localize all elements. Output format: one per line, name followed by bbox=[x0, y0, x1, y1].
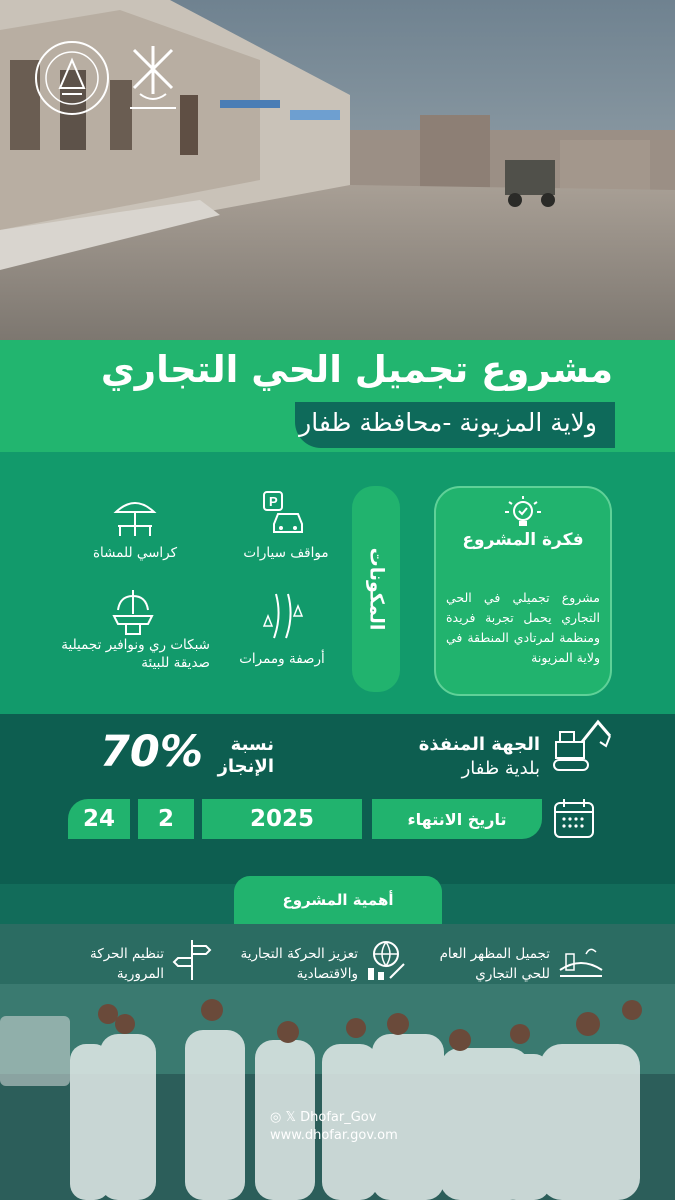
component-sidewalks: أرصفة وممرات bbox=[239, 651, 325, 667]
end-date-day: 24 bbox=[68, 799, 130, 839]
parking-car-icon bbox=[262, 490, 308, 536]
project-idea-text: مشروع تجميلي في الحي التجاري يحمل تجربة فريدة ومنظمة لمرتادي المنطقة في ولاية المزيونة bbox=[446, 590, 600, 665]
importance-item-appearance: تجميل المظهر العام للحي التجاري bbox=[439, 946, 550, 982]
importance-item-traffic: تنظيم الحركة المرورية bbox=[90, 946, 164, 982]
components-label-wrap bbox=[352, 486, 400, 692]
social-handle-row[interactable] bbox=[270, 1110, 376, 1125]
progress-label: نسبة الإنجاز bbox=[217, 734, 274, 777]
executor-value: بلدية ظفار bbox=[461, 758, 540, 779]
end-date-year: 2025 bbox=[202, 799, 362, 839]
importance-title: أهمية المشروع bbox=[282, 891, 394, 909]
executor-label: الجهة المنفذة bbox=[418, 734, 540, 755]
svg-text:P: P bbox=[269, 494, 278, 509]
component-benches: كراسي للمشاة bbox=[92, 545, 178, 561]
component-irrigation: شبكات ري ونوافير تجميلية صديقة للبيئة bbox=[61, 637, 210, 671]
end-date-month: 2 bbox=[138, 799, 194, 839]
component-parking: مواقف سيارات bbox=[243, 545, 329, 561]
municipality-seal-logo bbox=[32, 38, 112, 118]
road-trees-icon bbox=[262, 592, 304, 640]
bench-umbrella-icon bbox=[110, 494, 160, 538]
social-handle: Dhofar_Gov bbox=[300, 1110, 377, 1125]
website-link[interactable]: www.dhofar.gov.om bbox=[270, 1128, 398, 1143]
x-icon: 𝕏 bbox=[285, 1110, 296, 1125]
globe-growth-icon bbox=[364, 938, 408, 982]
page-subtitle: ولاية المزيونة -محافظة ظفار bbox=[299, 408, 597, 437]
lightbulb-icon bbox=[503, 494, 543, 530]
calendar-icon bbox=[552, 796, 596, 840]
direction-sign-icon bbox=[172, 938, 212, 982]
landscape-icon bbox=[556, 940, 606, 982]
progress-value: 70% bbox=[100, 727, 203, 777]
project-idea-title: فكرة المشروع bbox=[462, 530, 584, 550]
excavator-icon bbox=[552, 716, 614, 774]
project-idea-card bbox=[434, 486, 612, 696]
components-label: المكونات bbox=[365, 547, 387, 631]
dhofar-governorate-emblem-logo bbox=[122, 36, 184, 116]
importance-item-commerce: تعزيز الحركة التجارية والاقتصادية bbox=[240, 946, 358, 982]
instagram-icon: ◎ bbox=[270, 1110, 282, 1125]
end-date-label: تاريخ الانتهاء bbox=[407, 809, 507, 829]
fountain-icon bbox=[108, 586, 158, 636]
page-title: مشروع تجميل الحي التجاري bbox=[100, 348, 613, 391]
